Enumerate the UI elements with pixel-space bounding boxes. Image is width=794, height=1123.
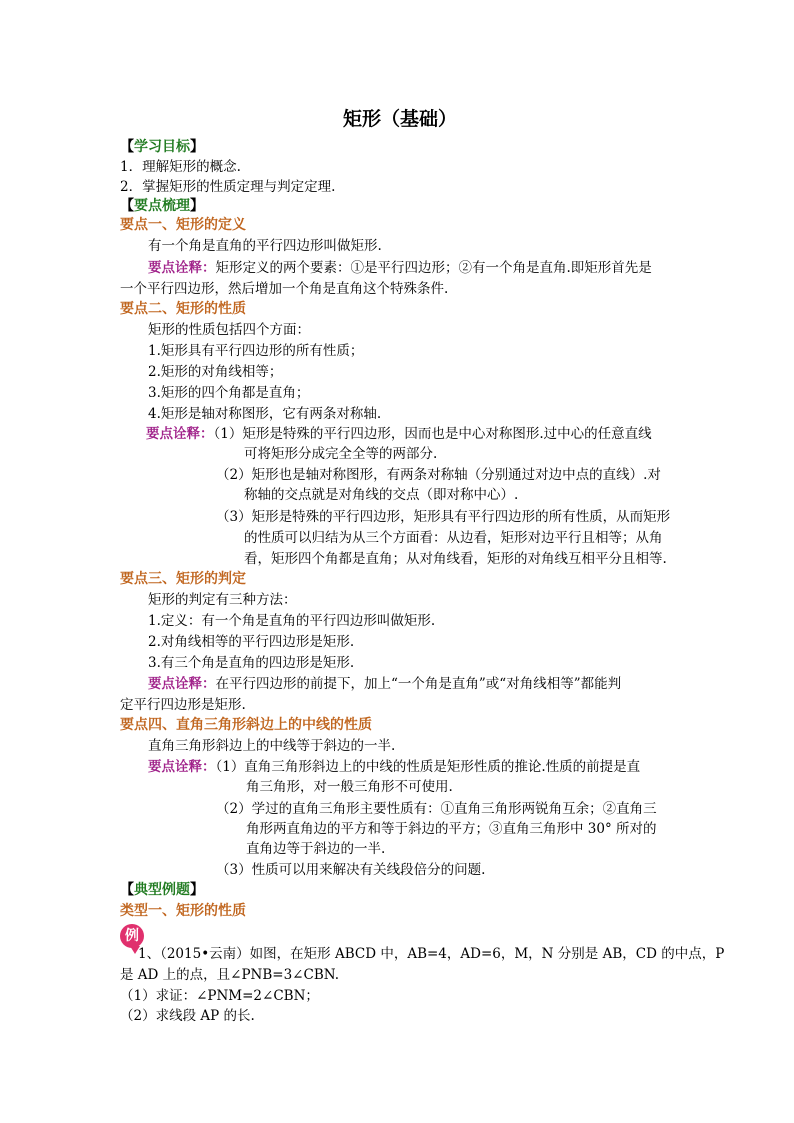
point3-note: 要点诠释：在平行四边形的前提下，加上“一个角是直角”或“对角线相等”都能判 xyxy=(148,676,622,692)
point4-text: 直角三角形斜边上的中线等于斜边的一半. xyxy=(148,738,396,754)
learning-goals-header: 【学习目标】 xyxy=(120,139,204,155)
type1-heading: 类型一、矩形的性质 xyxy=(120,903,246,919)
point4-note-line: 直角边等于斜边的一半. xyxy=(246,841,386,857)
property-item: 4.矩形是轴对称图形，它有两条对称轴. xyxy=(148,406,382,422)
point1-heading: 要点一、矩形的定义 xyxy=(120,217,246,233)
criterion-item: 3.有三个角是直角的四边形是矩形. xyxy=(148,655,355,671)
note-label: 要点诠释： xyxy=(148,260,216,276)
property-item: 1.矩形具有平行四边形的所有性质； xyxy=(148,343,364,359)
point4-note-line: （2）学过的直角三角形主要性质有：①直角三角形两锐角互余；②直角三 xyxy=(216,801,657,817)
note-label: 要点诠释： xyxy=(148,676,216,692)
criterion-item: 1.定义：有一个角是直角的平行四边形叫做矩形. xyxy=(148,613,436,629)
example-badge: 例 xyxy=(120,924,144,948)
example-problem-line: 是 AD 上的点，且∠PNB=3∠CBN. xyxy=(120,967,339,983)
point3-note-cont: 定平行四边形是矩形. xyxy=(120,697,246,713)
point2-note-line: 可将矩形分成完全全等的两部分. xyxy=(244,446,438,462)
point2-note-line: （2）矩形也是轴对称图形，有两条对称轴（分别通过对边中点的直线）.对 xyxy=(216,467,661,483)
example-problem-line: 1、（2015•云南）如图，在矩形 ABCD 中，AB=4，AD=6，M，N 分别是 AB，CD 的中点，P xyxy=(138,946,725,962)
examples-header: 【典型例题】 xyxy=(120,882,204,898)
point4-note: 要点诠释：（1）直角三角形斜边上的中线的性质是矩形性质的推论.性质的前提是直 xyxy=(148,759,641,775)
point2-note-line: 称轴的交点就是对角线的交点（即对称中心）. xyxy=(244,487,519,503)
goal-item: 2．掌握矩形的性质定理与判定定理. xyxy=(120,179,336,195)
goal-item: 1．理解矩形的概念. xyxy=(120,159,241,175)
point3-intro: 矩形的判定有三种方法： xyxy=(148,592,297,608)
point4-heading: 要点四、直角三角形斜边上的中线的性质 xyxy=(120,717,372,733)
point4-note-line: （3）性质可以用来解决有关线段倍分的问题. xyxy=(216,862,486,878)
point4-note-line: 角三角形，对一般三角形不可使用. xyxy=(246,779,453,795)
point2-note-line: （3）矩形是特殊的平行四边形，矩形具有平行四边形的所有性质，从而矩形 xyxy=(216,509,671,525)
point2-intro: 矩形的性质包括四个方面： xyxy=(148,322,310,338)
point3-heading: 要点三、矩形的判定 xyxy=(120,571,246,587)
point1-text: 有一个角是直角的平行四边形叫做矩形. xyxy=(148,238,382,254)
page-title: 矩形（基础） xyxy=(342,108,457,130)
note-label: 要点诠释： xyxy=(148,759,216,775)
criterion-item: 2.对角线相等的平行四边形是矩形. xyxy=(148,634,355,650)
note-label: 要点诠释： xyxy=(146,426,214,442)
point2-note-line: 看，矩形四个角都是直角；从对角线看，矩形的对角线互相平分且相等. xyxy=(244,551,667,567)
property-item: 3.矩形的四个角都是直角； xyxy=(148,385,310,401)
point2-heading: 要点二、矩形的性质 xyxy=(120,301,246,317)
point4-note-line: 角形两直角边的平方和等于斜边的平方；③直角三角形中 30° 所对的 xyxy=(246,821,657,837)
point1-note: 要点诠释：矩形定义的两个要素：①是平行四边形；②有一个角是直角.即矩形首先是 xyxy=(148,260,652,276)
point2-note: 要点诠释：（1）矩形是特殊的平行四边形，因而也是中心对称图形.过中心的任意直线 xyxy=(146,426,652,442)
example-question-2: （2）求线段 AP 的长. xyxy=(120,1008,255,1024)
example-question-1: （1）求证：∠PNM=2∠CBN； xyxy=(120,988,319,1004)
key-points-header: 【要点梳理】 xyxy=(120,198,204,214)
point1-note-cont: 一个平行四边形，然后增加一个角是直角这个特殊条件. xyxy=(120,281,449,297)
property-item: 2.矩形的对角线相等； xyxy=(148,364,283,380)
point2-note-line: 的性质可以归结为从三个方面看：从边看，矩形对边平行且相等；从角 xyxy=(244,530,663,546)
